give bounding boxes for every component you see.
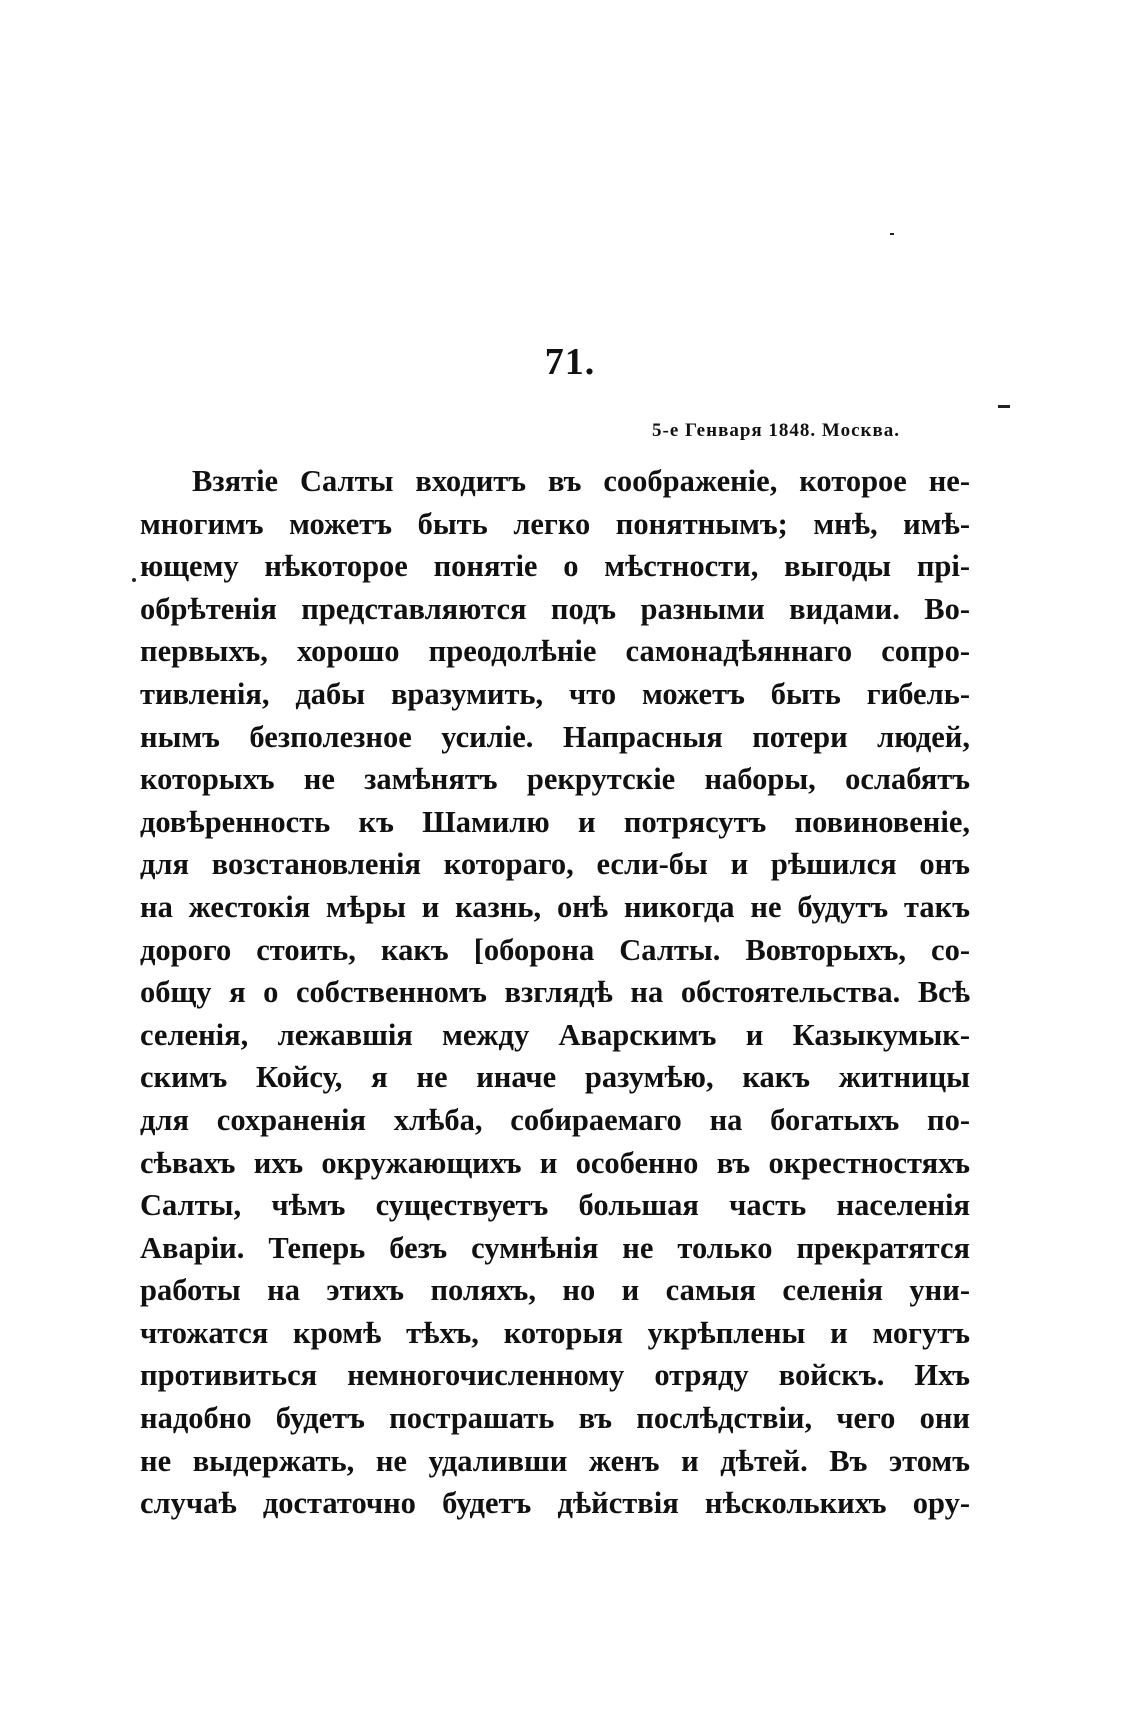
text-line: тивленія, дабы вразумить, что можетъ быть гибель-	[140, 676, 970, 711]
print-mark	[998, 405, 1010, 408]
text-line: многимъ можетъ быть легко понятнымъ; мнѣ, имѣ-	[140, 506, 970, 541]
text-line: селенія, лежавшія между Аварскимъ и Казыкумык-	[140, 1017, 970, 1052]
text-line: надобно будетъ пострашать въ послѣдствіи, чего они	[140, 1401, 970, 1436]
text-line: первыхъ, хорошо преодолѣніе самонадѣяннаго сопро-	[140, 634, 970, 669]
text-line: обрѣтенія представляются подъ разными видами. Во-	[140, 591, 970, 626]
text-line: случаѣ достаточно будетъ дѣйствія нѣсколькихъ ору-	[140, 1486, 970, 1521]
text-line: Взятіе Салты входитъ въ соображеніе, которое не-	[192, 464, 970, 498]
text-line: сѣвахъ ихъ окружающихъ и особенно въ окрестностяхъ	[140, 1145, 970, 1180]
text-line: довѣренность къ Шамилю и потрясутъ повиновеніе,	[140, 804, 970, 839]
text-line: чтожатся кромѣ тѣхъ, которыя укрѣплены и могутъ	[140, 1315, 970, 1350]
text-line: не выдержать, не удаливши женъ и дѣтей. Въ этомъ	[140, 1443, 970, 1478]
text-line: ющему нѣкоторое понятіе о мѣстности, выгоды прі-	[140, 549, 970, 584]
text-line: общу я о собственномъ взглядѣ на обстоятельства. Всѣ	[140, 975, 970, 1010]
text-line: скимъ Койсу, я не иначе разумѣю, какъ житницы	[140, 1060, 970, 1095]
text-line: работы на этихъ поляхъ, но и самыя селенія уни-	[140, 1273, 970, 1308]
letter-body	[140, 460, 970, 1525]
dateline: 5-е Генваря 1848. Москва.	[652, 420, 900, 441]
text-line: для возстановленія котораго, если-бы и рѣшился онъ	[140, 847, 970, 882]
text-line: на жестокія мѣры и казнь, онѣ никогда не будутъ такъ	[140, 889, 970, 924]
text-line: Аваріи. Теперь безъ сумнѣнія не только прекратятся	[140, 1230, 970, 1265]
text-line: дорого стоить, какъ [оборона Салты. Вовторыхъ, со-	[140, 932, 970, 967]
text-line: Салты, чѣмъ существуетъ большая часть населенія	[140, 1188, 970, 1223]
print-mark	[890, 233, 894, 235]
document-number: 71.	[544, 341, 596, 383]
text-line: противиться немногочисленному отряду войскъ. Ихъ	[140, 1358, 970, 1393]
text-line: которыхъ не замѣнятъ рекрутскіе наборы, ослабятъ	[140, 762, 970, 797]
text-line: нымъ безполезное усиліе. Напрасныя потери людей,	[140, 719, 970, 754]
print-mark	[132, 578, 136, 582]
text-line: для сохраненія хлѣба, собираемаго на богатыхъ по-	[140, 1102, 970, 1137]
